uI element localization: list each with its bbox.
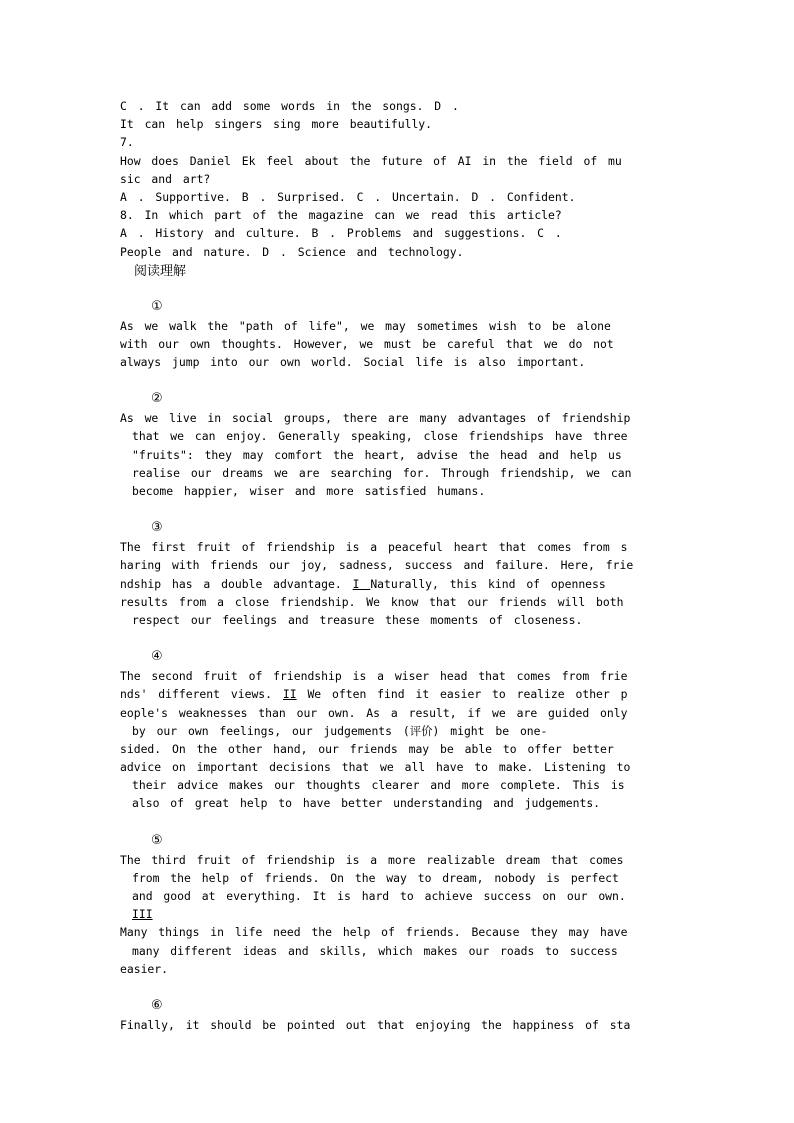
paragraph-4-line: advice on important decisions that we all have to make. Listening to <box>120 760 631 775</box>
paragraph-4-line: eople's weaknesses than our own. As a result, if we are guided only <box>120 705 628 720</box>
paragraph-5-line: Many things in life need the help of friends. Because they may have <box>120 925 628 940</box>
paragraph-1-line: always jump into our own world. Social life is also important. <box>120 355 586 370</box>
paragraph-4-line <box>120 685 676 703</box>
paragraph-4-line: also of great help to have better understanding and judgements. <box>132 796 601 811</box>
document-content <box>120 97 676 1034</box>
paragraph-5-line: easier. <box>120 961 169 976</box>
paragraph-2-line: become happier, wiser and more satisfied humans. <box>132 484 486 498</box>
paragraph-marker-3: ③ <box>151 520 163 536</box>
blank-ii: II <box>282 687 297 702</box>
q7-options: A . Supportive. B . Surprised. C . Uncertain. D . Confident. <box>120 189 576 204</box>
paragraph-3-text: ndship has a double advantage. <box>120 576 353 591</box>
paragraph-3-line: haring with friends our joy, sadness, success and failure. Here, frie <box>120 558 634 573</box>
paragraph-2-line: As we live in social groups, there are many advantages of friendship <box>120 411 631 426</box>
paragraph-4-line: The second fruit of friendship is a wiser head that comes from frie <box>120 669 628 684</box>
q8-stem: 8. In which part of the magazine can we read this article? <box>120 208 562 223</box>
q7-stem-line-2: sic and art? <box>120 171 211 186</box>
paragraph-1-line: As we walk the "path of life", we may sometimes wish to be alone <box>120 318 611 333</box>
paragraph-marker-5: ⑤ <box>151 832 163 848</box>
section-title: 阅读理解 <box>134 263 187 279</box>
paragraph-marker-6: ⑥ <box>151 997 163 1013</box>
paragraph-2-line: that we can enjoy. Generally speaking, close friendships have three <box>132 429 628 444</box>
q6-options-line-2: It can help singers sing more beautifully. <box>120 117 433 132</box>
q7-number: 7. <box>120 135 134 150</box>
paragraph-3-line: respect our feelings and treasure these moments of closeness. <box>132 612 583 627</box>
paragraph-5-line: The third fruit of friendship is a more realizable dream that comes <box>120 852 624 867</box>
paragraph-marker-4: ④ <box>151 649 163 665</box>
paragraph-marker-2: ② <box>151 391 163 407</box>
q8-options-line-2: People and nature. D . Science and technology. <box>120 244 464 259</box>
paragraph-5-line: many different ideas and skills, which makes our roads to success <box>132 943 618 958</box>
paragraph-marker-1: ① <box>151 298 163 314</box>
paragraph-2-line: realise our dreams we are searching for. Through friendship, we can <box>132 465 632 480</box>
paragraph-4-line: their advice makes our thoughts clearer and more complete. This is <box>132 778 625 793</box>
blank-iii: III <box>132 907 153 922</box>
paragraph-4-text: We often find it easier to realize other p <box>296 687 628 702</box>
q6-options-line-1: C . It can add some words in the songs. D . <box>120 99 459 113</box>
paragraph-3-text: Naturally, this kind of openness <box>370 576 606 591</box>
paragraph-2-line: "fruits": they may comfort the heart, advise the head and help us <box>132 447 622 462</box>
paragraph-3-line: The first fruit of friendship is a peaceful heart that comes from s <box>120 540 628 555</box>
paragraph-4-line: by our own feelings, our judgements (评价) might be one- <box>132 723 548 738</box>
paragraph-4-text: nds' different views. <box>120 687 283 702</box>
paragraph-6-line: Finally, it should be pointed out that enjoying the happiness of sta <box>120 1017 631 1032</box>
q8-options-line-1: A . History and culture. B . Problems and suggestions. C . <box>120 226 562 241</box>
paragraph-3-line: results from a close friendship. We know that our friends will both <box>120 594 624 609</box>
paragraph-5-line: from the help of friends. On the way to dream, nobody is perfect <box>132 870 619 885</box>
paragraph-5-line <box>120 905 676 923</box>
paragraph-1-line: with our own thoughts. However, we must be careful that we do not <box>120 336 614 351</box>
paragraph-5-line: and good at everything. It is hard to achieve success on our own. <box>132 889 626 903</box>
paragraph-4-line: sided. On the other hand, our friends may be able to offer better <box>120 741 614 756</box>
paragraph-3-line <box>120 575 676 593</box>
q7-stem-line-1: How does Daniel Ek feel about the future of AI in the field of mu <box>120 153 622 168</box>
blank-i: I <box>352 576 371 591</box>
